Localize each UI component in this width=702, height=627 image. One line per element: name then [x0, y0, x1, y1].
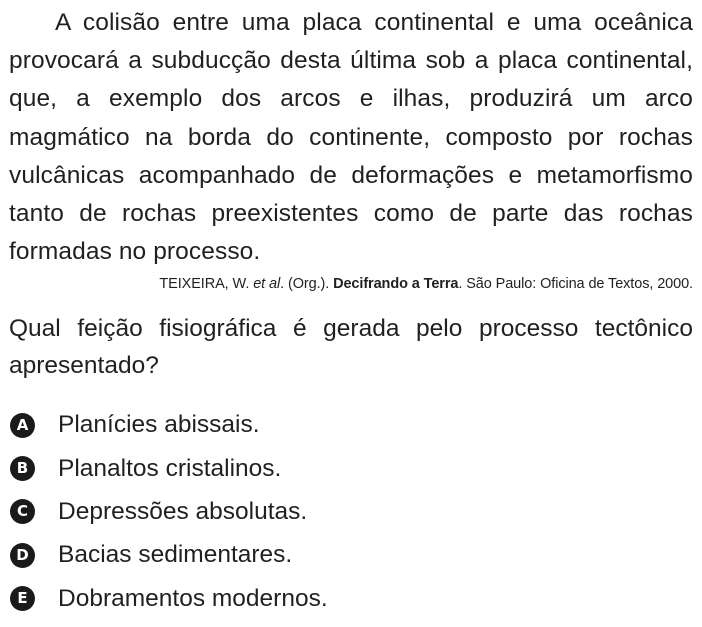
- citation-publisher: . São Paulo: Oficina de Textos, 2000.: [458, 276, 693, 293]
- citation-org: . (Org.).: [280, 276, 334, 293]
- option-e-text: Dobramentos modernos.: [58, 584, 328, 612]
- option-e[interactable]: [9, 577, 693, 620]
- question-text: Qual feição fisiográfica é gerada pelo processo tectônico apresentado?: [9, 315, 693, 380]
- option-a-text: Planícies abissais.: [58, 411, 260, 439]
- citation-title: Decifrando a Terra: [333, 276, 459, 293]
- option-c[interactable]: [9, 490, 693, 533]
- option-b-text: Planaltos cristalinos.: [58, 454, 282, 482]
- option-c-letter-badge: C: [10, 499, 35, 524]
- question-document: [9, 4, 693, 620]
- option-b-letter-badge: B: [10, 456, 35, 481]
- option-d-letter-badge: D: [10, 543, 35, 568]
- citation-et-al: et al: [253, 276, 281, 293]
- option-c-text: Depressões absolutas.: [58, 497, 308, 525]
- citation-author: TEIXEIRA, W.: [159, 276, 254, 293]
- option-a[interactable]: [9, 403, 693, 446]
- option-d[interactable]: [9, 534, 693, 577]
- option-e-letter-badge: E: [10, 586, 35, 611]
- citation: [9, 274, 693, 294]
- option-b[interactable]: [9, 447, 693, 490]
- answer-options: [9, 403, 693, 620]
- option-a-letter-badge: A: [10, 413, 35, 438]
- option-d-text: Bacias sedimentares.: [58, 541, 293, 569]
- passage-text: A colisão entre uma placa continental e uma oceânica provocará a subducção desta última sob a placa continental, que, a exemplo dos arcos e ilhas, produzirá um arco magmático na borda do continente, composto por rochas vulcânicas acompanhado de deformações e metamorfismo tanto de rochas preexistentes como de parte das rochas formadas no processo.: [9, 9, 693, 266]
